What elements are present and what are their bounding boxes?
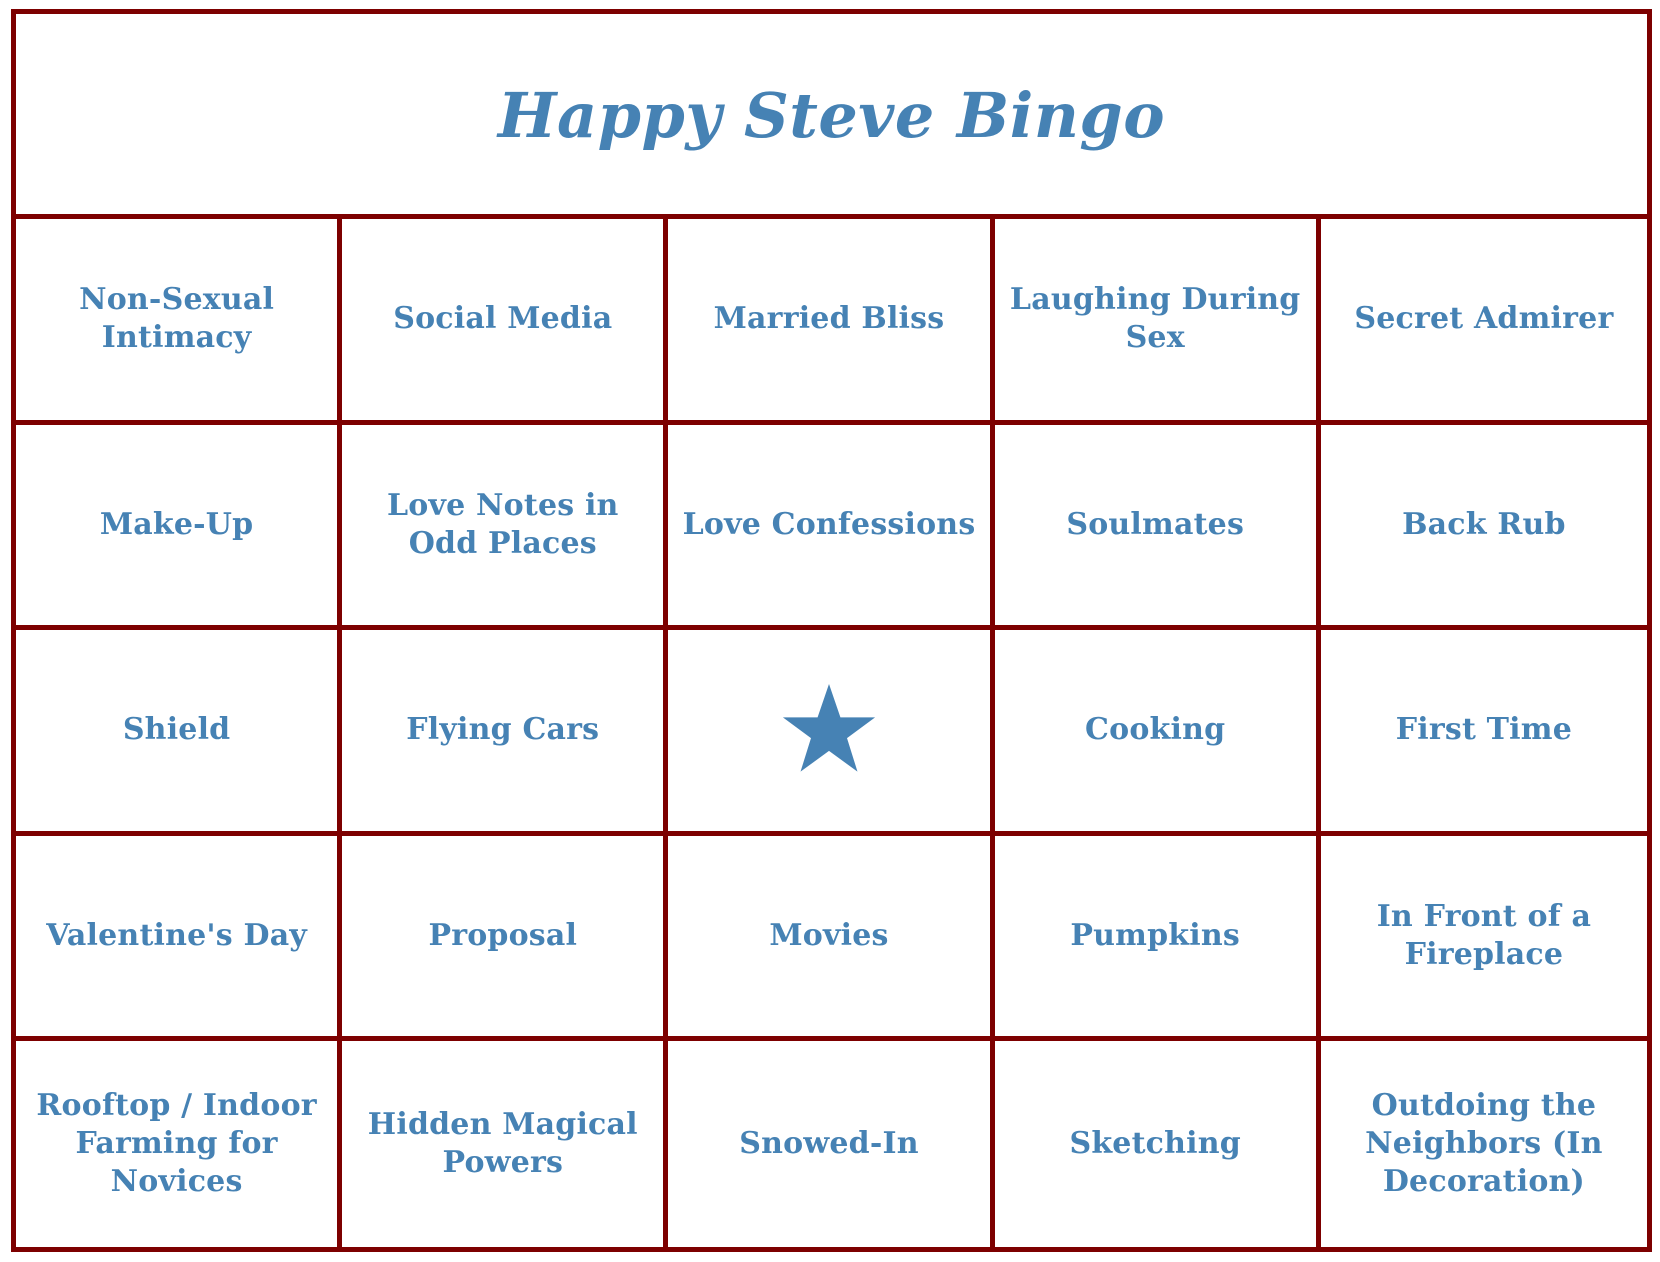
- free-space-cell[interactable]: [668, 630, 994, 831]
- cell-label: Sketching: [1069, 1126, 1241, 1162]
- bingo-row-3: [16, 630, 1647, 836]
- bingo-cell[interactable]: [342, 425, 668, 626]
- cell-label: Secret Admirer: [1354, 301, 1614, 337]
- cell-label: Flying Cars: [406, 712, 600, 748]
- cell-label: Soulmates: [1066, 506, 1245, 542]
- bingo-cell[interactable]: [342, 836, 668, 1037]
- bingo-cell[interactable]: [668, 836, 994, 1037]
- bingo-cell[interactable]: [668, 219, 994, 420]
- bingo-row-4: [16, 836, 1647, 1042]
- cell-label: Hidden Magical Powers: [367, 1107, 638, 1181]
- bingo-cell[interactable]: [16, 630, 342, 831]
- cell-label: Valentine's Day: [46, 918, 307, 954]
- cell-label: Married Bliss: [713, 301, 945, 337]
- cell-label: Love Confessions: [682, 506, 976, 542]
- cell-label: First Time: [1395, 712, 1573, 748]
- star-icon: [780, 684, 878, 776]
- bingo-cell[interactable]: [1321, 425, 1647, 626]
- bingo-cell[interactable]: [668, 1041, 994, 1247]
- bingo-cell[interactable]: [995, 425, 1321, 626]
- bingo-cell[interactable]: [16, 219, 342, 420]
- bingo-cell[interactable]: [1321, 219, 1647, 420]
- bingo-cell[interactable]: [342, 630, 668, 831]
- bingo-card: [11, 9, 1652, 1252]
- cell-label: Movies: [769, 918, 889, 954]
- cell-label: Make-Up: [99, 506, 254, 542]
- cell-label: Shield: [122, 712, 231, 748]
- bingo-cell[interactable]: [1321, 1041, 1647, 1247]
- cell-label: Social Media: [393, 301, 613, 337]
- title-header: [16, 14, 1647, 219]
- bingo-cell[interactable]: [995, 219, 1321, 420]
- cell-label: Rooftop / Indoor Farming for Novices: [36, 1088, 317, 1200]
- bingo-cell[interactable]: [16, 1041, 342, 1247]
- bingo-cell[interactable]: [995, 836, 1321, 1037]
- bingo-cell[interactable]: [342, 1041, 668, 1247]
- bingo-cell[interactable]: [1321, 630, 1647, 831]
- bingo-row-1: [16, 219, 1647, 425]
- bingo-cell[interactable]: [995, 1041, 1321, 1247]
- cell-label: Laughing During Sex: [1009, 282, 1301, 356]
- page-title: Happy Steve Bingo: [497, 78, 1166, 152]
- bingo-cell[interactable]: [1321, 836, 1647, 1037]
- cell-label: Pumpkins: [1070, 918, 1240, 954]
- cell-label: Back Rub: [1402, 506, 1566, 542]
- cell-label: Cooking: [1085, 712, 1226, 748]
- bingo-cell[interactable]: [16, 425, 342, 626]
- cell-label: In Front of a Fireplace: [1376, 899, 1592, 973]
- cell-label: Snowed-In: [739, 1126, 919, 1162]
- cell-label: Outdoing the Neighbors (In Decoration): [1365, 1088, 1603, 1200]
- bingo-cell[interactable]: [995, 630, 1321, 831]
- bingo-cell[interactable]: [668, 425, 994, 626]
- cell-label: Love Notes in Odd Places: [386, 487, 619, 561]
- cell-label: Proposal: [428, 918, 578, 954]
- bingo-row-2: [16, 425, 1647, 631]
- bingo-cell[interactable]: [16, 836, 342, 1037]
- bingo-cell[interactable]: [342, 219, 668, 420]
- cell-label: Non-Sexual Intimacy: [79, 282, 275, 356]
- bingo-row-5: [16, 1041, 1647, 1247]
